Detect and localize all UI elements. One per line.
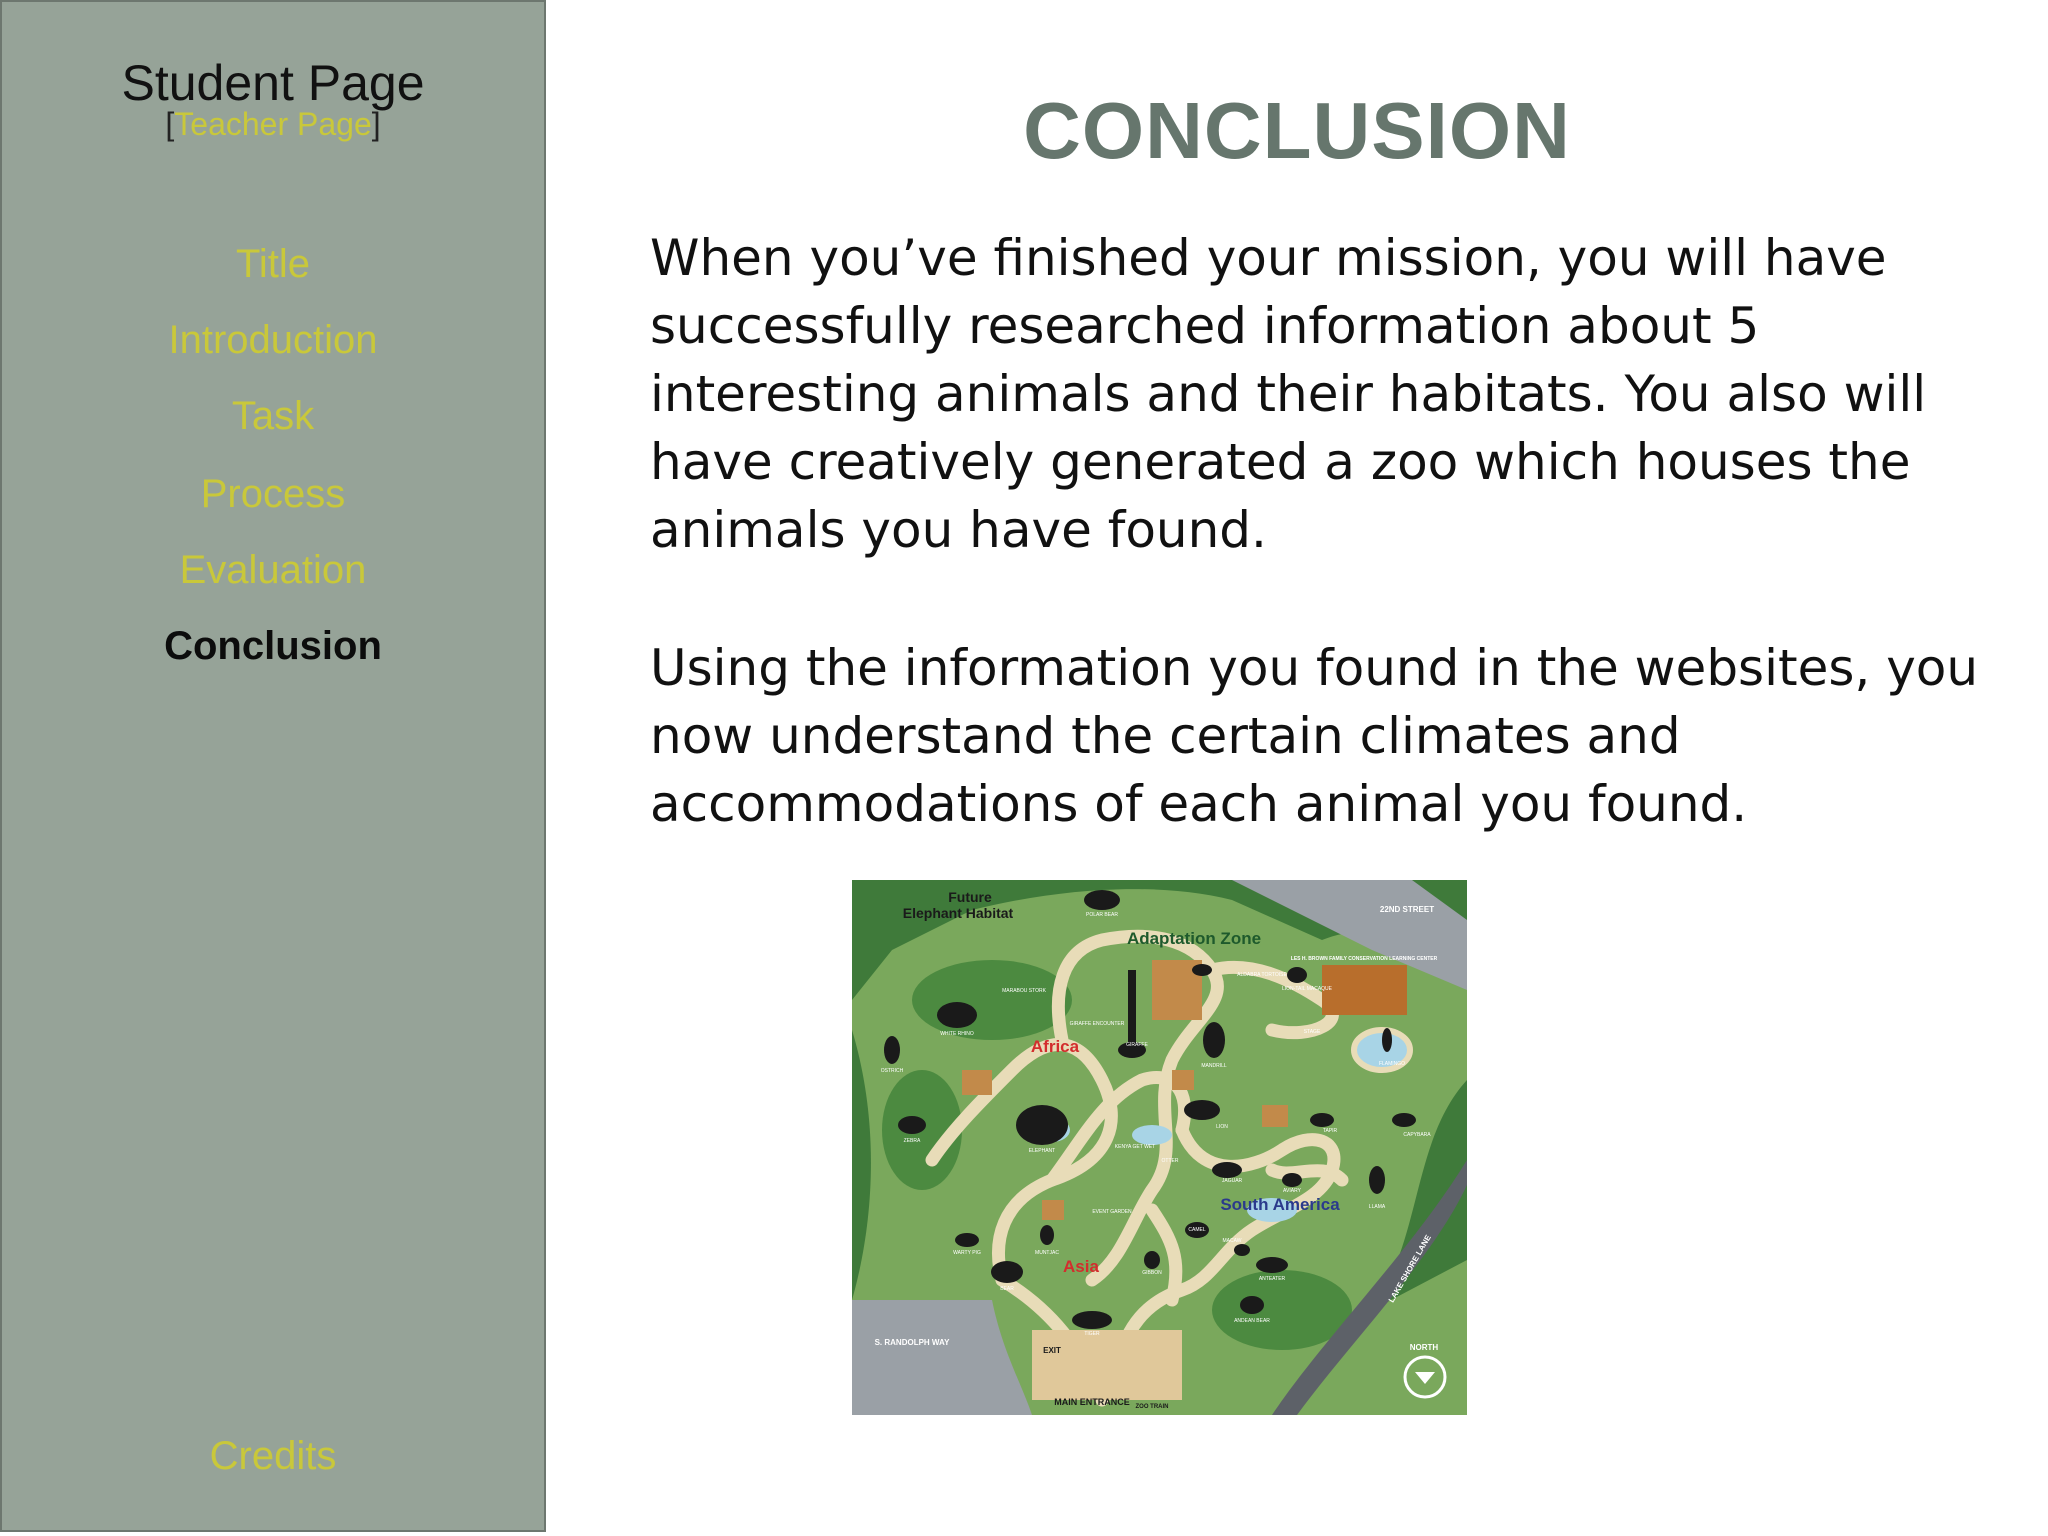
student-page-title: Student Page: [121, 55, 425, 111]
nav-credits[interactable]: Credits: [209, 1434, 337, 1478]
map-label-exit: EXIT: [1043, 1346, 1061, 1355]
map-animal-ostrich: OSTRICH: [880, 1068, 904, 1074]
map-animal-llama: LLAMA: [1368, 1204, 1386, 1210]
conclusion-paragraph-2: Using the information you found in the websites, you now understand the certain climates and accommodations of each animal you found.: [650, 639, 1979, 833]
map-label-asia: Asia: [1063, 1257, 1099, 1276]
map-animal-aldabra: ALDABRA TORTOISE: [1237, 972, 1287, 978]
map-label-learning-center: LES H. BROWN FAMILY CONSERVATION LEARNING CENTER: [1290, 956, 1438, 962]
map-animal-capybara: CAPYBARA: [1403, 1132, 1431, 1138]
map-animal-tapir: TAPIR: [1322, 1128, 1338, 1134]
map-animal-kenya: KENYA GET WET: [1114, 1144, 1156, 1150]
map-animal-otter: OTTER: [1161, 1158, 1179, 1164]
map-label-future: Future: [948, 889, 992, 905]
map-animal-event-garden: EVENT GARDEN: [1092, 1209, 1132, 1215]
map-animal-zebra: ZEBRA: [903, 1138, 921, 1144]
teacher-page-link[interactable]: Teacher Page: [174, 106, 372, 142]
map-animal-giraffe: GIRAFFE: [1126, 1042, 1148, 1048]
map-animal-giraffe-encounter: GIRAFFE ENCOUNTER: [1069, 1021, 1125, 1027]
nav-title[interactable]: Title: [235, 242, 311, 286]
nav-introduction[interactable]: Introduction: [168, 318, 378, 362]
map-animal-camel: CAMEL: [1188, 1227, 1206, 1233]
map-label-africa: Africa: [1030, 1037, 1080, 1056]
map-animal-stage: STAGE: [1303, 1029, 1321, 1035]
map-label-elephant-habitat: Elephant Habitat: [902, 905, 1014, 921]
map-animal-macaw: MACAW: [1222, 1238, 1242, 1244]
nav-task[interactable]: Task: [231, 394, 315, 438]
zoo-map-image: [852, 880, 1467, 1415]
nav-evaluation[interactable]: Evaluation: [179, 548, 367, 592]
map-label-22nd-street: 22ND STREET: [1379, 905, 1435, 914]
bracket-open: [: [165, 106, 175, 142]
map-label-randolph: S. RANDOLPH WAY: [874, 1338, 950, 1347]
map-animal-bear: BEAR: [1000, 1286, 1014, 1292]
map-animal-anteater: ANTEATER: [1258, 1276, 1286, 1282]
map-animal-mandrill: MANDRILL: [1201, 1063, 1227, 1069]
map-animal-andean-bear: ANDEAN BEAR: [1234, 1318, 1270, 1324]
map-animal-tiger: TIGER: [1084, 1331, 1100, 1337]
map-label-lake-shore: LAKE SHORE LANE: [1386, 1233, 1433, 1305]
map-animal-white-rhino: WHITE RHINO: [940, 1031, 974, 1037]
conclusion-paragraph-1: When you’ve finished your mission, you will have successfully researched information about 5 interesting animals and their habitats. You also will have creatively generated a zoo which houses the animals you have found.: [650, 229, 1927, 559]
map-label-zoo-train: ZOO TRAIN: [1135, 1404, 1169, 1410]
map-animal-muntjac: MUNTJAC: [1035, 1250, 1059, 1256]
nav-process[interactable]: Process: [200, 472, 346, 516]
map-animal-gibbon: GIBBON: [1142, 1270, 1162, 1276]
page-title: CONCLUSION: [1023, 86, 1571, 175]
map-animal-elephant: ELEPHANT: [1028, 1148, 1056, 1154]
map-label-adaptation-zone: Adaptation Zone: [1126, 929, 1262, 948]
map-label-south-america: South America: [1220, 1195, 1340, 1214]
map-animal-warty-pig: WARTY PIG: [953, 1250, 981, 1256]
map-label-main-entrance: MAIN ENTRANCE: [1054, 1397, 1130, 1407]
map-label-north: NORTH: [1409, 1343, 1439, 1352]
map-animal-marabou: MARABOU STORK: [1002, 988, 1046, 994]
map-animal-polar-bear: POLAR BEAR: [1086, 912, 1118, 918]
map-animal-aviary: AVIARY: [1283, 1188, 1301, 1194]
bracket-close: ]: [371, 106, 381, 142]
map-animal-lion: LION: [1216, 1124, 1228, 1130]
sidebar-nav: [0, 0, 546, 1532]
nav-conclusion[interactable]: Conclusion: [164, 624, 382, 668]
map-animal-lion-tail: LION-TAIL MACAQUE: [1281, 986, 1333, 992]
teacher-page-line: [2, 106, 544, 143]
map-animal-flamingo: FLAMINGO: [1378, 1061, 1406, 1067]
map-animal-jaguar: JAGUAR: [1221, 1178, 1243, 1184]
